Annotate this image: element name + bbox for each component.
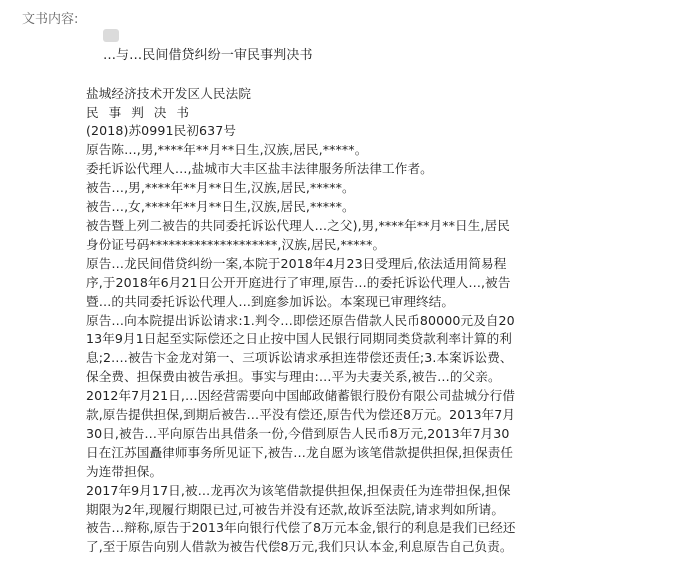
document-content-label: 文书内容: — [22, 12, 79, 27]
claims-paragraph: 原告…向本院提出诉讼请求:1.判令…即偿还原告借款人民币80000元及自2013年9月1日起至实际偿还之日止按中国人民银行同期同类贷款利率计算的利息;2.…被告卞金龙对第一、三项诉讼请求承担连带偿还责任;3.本案诉讼费、保全费、担保费由被告承担。事实与理由:…平为夫妻关系,被告…的父亲。 — [86, 312, 515, 385]
document-title — [86, 9, 516, 85]
case-number: (2018)苏0991民初637号 — [86, 123, 237, 139]
guarantee-paragraph: 2017年9月17日,被…龙再次为该笔借款提供担保,担保责任为连带担保,担保期限为2年,现履行期限已过,可被告并没有还款,故诉至法院,请求判如所请。 — [86, 482, 511, 517]
party-plaintiff: 原告陈…,男,****年**月**日生,汉族,居民,*****。 — [86, 142, 368, 158]
party-defendant-3: 被告暨上列二被告的共同委托诉讼代理人…之父),男,****年**月**日生,居民身份证号码********************,汉族,居民,*****。 — [86, 217, 510, 252]
defense-paragraph: 被告…辩称,原告于2013年向银行代偿了8万元本金,银行的利息是我们已经还了,至于原告向别人借款为被告代偿8万元,我们只认本金,利息原告自己负责。 — [86, 520, 516, 555]
redaction-mark — [103, 29, 119, 42]
party-defendant-2: 被告…,女,****年**月**日生,汉族,居民,*****。 — [86, 199, 355, 215]
procedure-paragraph: 原告…龙民间借贷纠纷一案,本院于2018年4月23日受理后,依法适用简易程序,于2018年6月21日公开开庭进行了审理,原告…的委托诉讼代理人…,被告暨…的共同委托诉讼代理人…到庭参加诉讼。本案现已审理终结。 — [86, 255, 511, 309]
facts-paragraph: 2012年7月21日,…因经营需要向中国邮政储蓄银行股份有限公司盐城分行借款,原告提供担保,到期后被告…平没有偿还,原告代为偿还8万元。2013年7月30日,被告…平向原告出具借条一份,今借到原告人民币8万元,2013年7月30日在江苏国矗律师事务所见证下,被告…龙自愿为该笔借款提供担保,担保责任为连带担保。 — [86, 388, 516, 479]
title-text: …与…民间借贷纠纷一审民事判决书 — [102, 47, 313, 63]
party-defendant-1: 被告…,男,****年**月**日生,汉族,居民,*****。 — [86, 180, 355, 196]
court-name: 盐城经济技术开发区人民法院 — [86, 85, 252, 101]
party-plaintiff-agent: 委托诉讼代理人…,盐城市大丰区盐丰法律服务所法律工作者。 — [86, 161, 433, 177]
judgment-text — [86, 9, 516, 557]
judgment-heading: 民 事 判 决 书 — [86, 104, 192, 120]
